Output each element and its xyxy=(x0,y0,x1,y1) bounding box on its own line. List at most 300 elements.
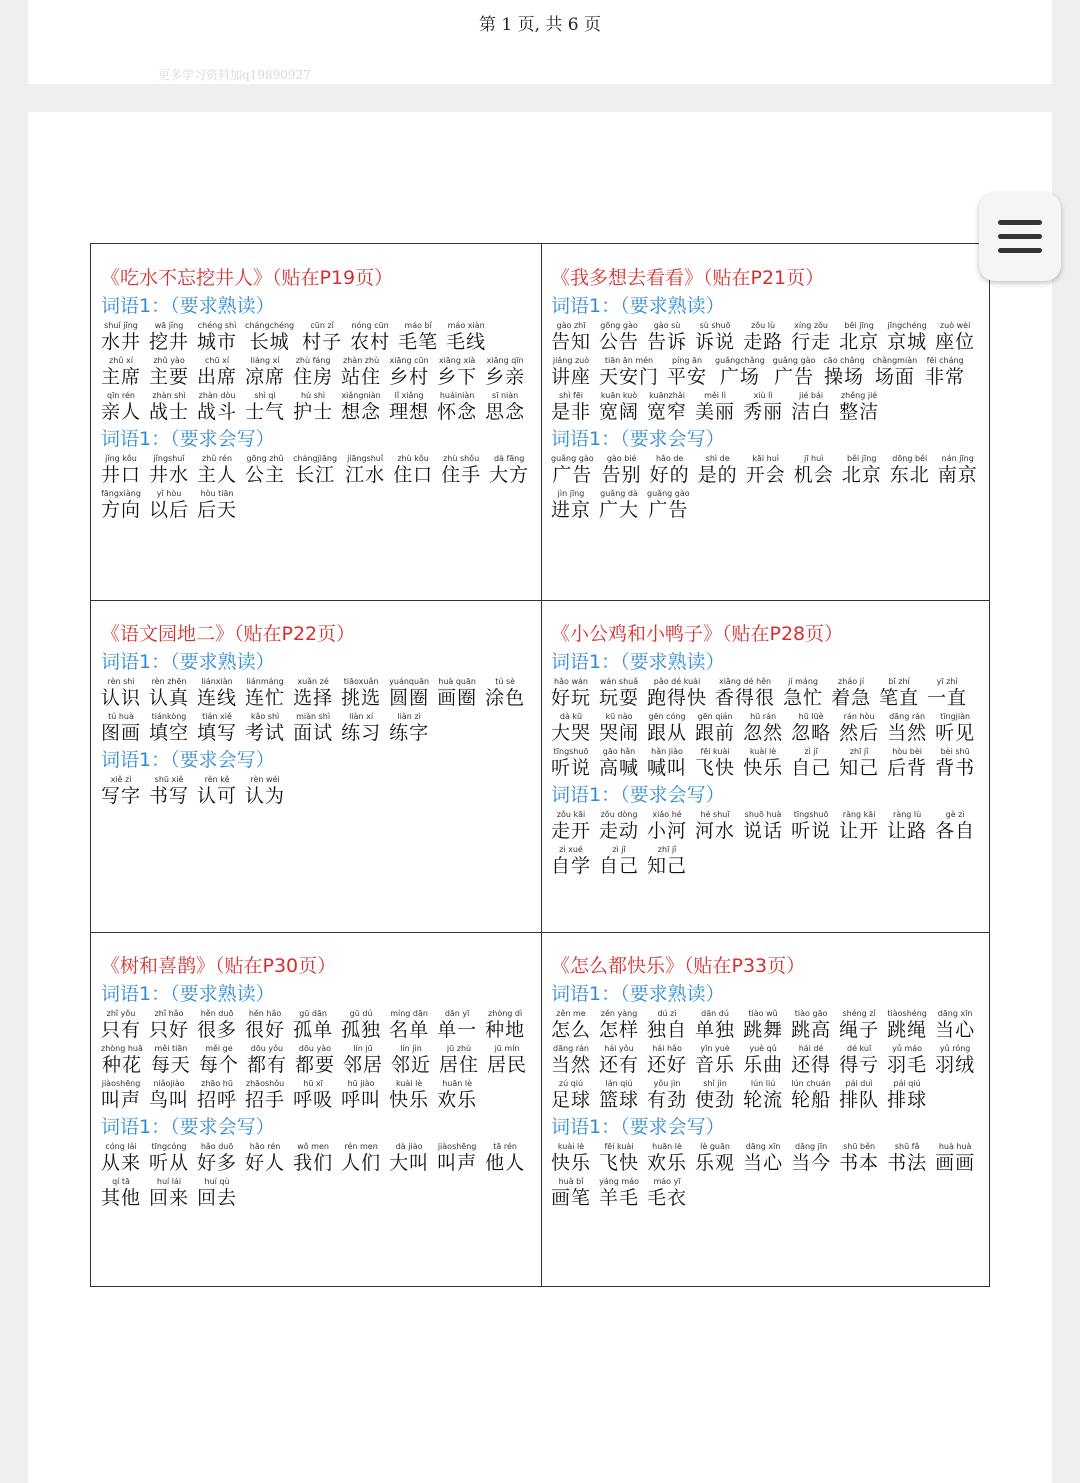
word-hanzi: 书本 xyxy=(839,1152,880,1174)
word-item xyxy=(887,809,927,844)
word-pinyin: xiāng xià xyxy=(438,356,476,365)
word-list xyxy=(101,774,540,809)
word-pinyin: gēn cóng xyxy=(648,712,686,721)
word-item xyxy=(743,1141,783,1176)
word-hanzi: 还好 xyxy=(647,1054,688,1076)
word-list xyxy=(101,453,540,523)
word-pinyin: xiāng cūn xyxy=(389,356,429,365)
word-hanzi: 以后 xyxy=(149,499,190,521)
word-pinyin: máo xiàn xyxy=(447,321,485,330)
menu-button[interactable] xyxy=(979,193,1061,281)
word-pinyin: zhàn dòu xyxy=(198,391,236,400)
word-hanzi: 乡亲 xyxy=(485,366,526,388)
word-item xyxy=(842,453,882,488)
word-item xyxy=(149,488,189,523)
word-hanzi: 自己 xyxy=(599,855,640,877)
word-pinyin: zì jǐ xyxy=(804,747,818,756)
word-hanzi: 知己 xyxy=(839,757,880,779)
word-item xyxy=(599,746,639,781)
word-pinyin: sī niàn xyxy=(492,391,519,400)
word-pinyin: máo yī xyxy=(653,1177,681,1186)
word-item xyxy=(551,390,591,425)
word-pinyin: xuǎn zé xyxy=(297,677,329,686)
word-item xyxy=(551,1043,591,1078)
word-hanzi: 怎样 xyxy=(599,1019,640,1041)
word-pinyin: hū xī xyxy=(303,1079,323,1088)
word-item xyxy=(197,676,237,711)
word-hanzi: 认可 xyxy=(197,785,238,807)
word-hanzi: 圆圈 xyxy=(389,687,430,709)
word-hanzi: 考试 xyxy=(245,722,286,744)
word-item xyxy=(197,1141,237,1176)
word-item xyxy=(293,390,333,425)
word-pinyin: rèn wéi xyxy=(250,775,280,784)
word-item xyxy=(101,453,141,488)
word-hanzi: 高喊 xyxy=(599,757,640,779)
word-pinyin: jīngchéng xyxy=(887,321,927,330)
word-hanzi: 听见 xyxy=(935,722,976,744)
word-item xyxy=(695,746,735,781)
word-pinyin: rèn shi xyxy=(107,677,135,686)
word-hanzi: 当心 xyxy=(743,1152,784,1174)
word-pinyin: shuō huà xyxy=(744,810,782,819)
word-item xyxy=(647,1078,687,1113)
word-pinyin: qīn rén xyxy=(106,391,136,400)
word-item xyxy=(341,390,381,425)
word-hanzi: 每天 xyxy=(150,1054,191,1076)
word-pinyin: jìn jīng xyxy=(557,489,585,498)
word-hanzi: 美丽 xyxy=(695,401,736,423)
word-pinyin: zì jǐ xyxy=(612,845,626,854)
word-hanzi: 篮球 xyxy=(599,1089,640,1111)
lesson-cell-1 xyxy=(91,244,540,523)
word-hanzi: 进京 xyxy=(551,499,592,521)
word-pinyin: dāng xīn xyxy=(937,1009,973,1018)
word-pinyin: zhǐ yǒu xyxy=(106,1009,136,1018)
word-hanzi: 羽绒 xyxy=(935,1054,976,1076)
word-hanzi: 当心 xyxy=(935,1019,976,1041)
word-item xyxy=(245,453,285,488)
word-hanzi: 水井 xyxy=(101,331,142,353)
word-item xyxy=(245,355,285,390)
word-hanzi: 跟从 xyxy=(647,722,688,744)
word-pinyin: pái duì xyxy=(845,1079,873,1088)
word-item xyxy=(602,453,642,488)
word-list xyxy=(551,1008,990,1113)
word-pinyin: zhàn shì xyxy=(152,391,186,400)
word-hanzi: 还有 xyxy=(599,1054,640,1076)
word-hanzi: 面试 xyxy=(293,722,334,744)
word-pinyin: jiàoshēng xyxy=(437,1142,477,1151)
word-item xyxy=(350,320,390,355)
word-pinyin: nán jīng xyxy=(941,454,974,463)
word-item xyxy=(647,746,687,781)
word-item xyxy=(647,676,707,711)
word-pinyin: chū xí xyxy=(205,356,230,365)
word-item xyxy=(149,1008,189,1043)
section-heading: 词语1：（要求熟读） xyxy=(101,983,275,1005)
word-hanzi: 村子 xyxy=(302,331,343,353)
lesson-title: 《树和喜鹊》（贴在P30页） xyxy=(101,955,337,977)
word-item xyxy=(197,390,237,425)
word-hanzi: 大哭 xyxy=(551,722,592,744)
word-item xyxy=(389,1008,429,1043)
word-hanzi: 天安门 xyxy=(599,366,660,388)
word-pinyin: hěn hǎo xyxy=(248,1009,282,1018)
word-hanzi: 广告 xyxy=(648,499,689,521)
word-pinyin: gōng gào xyxy=(600,321,638,330)
word-item xyxy=(389,711,429,746)
word-pinyin: ràng kāi xyxy=(842,810,876,819)
word-pinyin: rán hòu xyxy=(843,712,875,721)
word-hanzi: 战士 xyxy=(149,401,190,423)
word-item xyxy=(437,355,477,390)
word-pinyin: tiánkòng xyxy=(151,712,187,721)
word-item xyxy=(647,1043,687,1078)
word-pinyin: zhāo hū xyxy=(201,1079,233,1088)
word-item xyxy=(887,1043,927,1078)
word-item xyxy=(149,355,189,390)
word-hanzi: 诉说 xyxy=(695,331,736,353)
word-item xyxy=(647,488,690,523)
word-pinyin: zhǐ hǎo xyxy=(154,1009,184,1018)
word-pinyin: miàn shì xyxy=(296,712,331,721)
word-hanzi: 只有 xyxy=(101,1019,142,1041)
word-pinyin: gū dān xyxy=(299,1009,327,1018)
word-pinyin: kuài lè xyxy=(395,1079,423,1088)
word-pinyin: guǎng dà xyxy=(600,489,638,498)
word-item xyxy=(245,390,285,425)
word-pinyin: hěn duō xyxy=(200,1009,234,1018)
word-hanzi: 井口 xyxy=(101,464,142,486)
word-item xyxy=(487,1043,527,1078)
word-pinyin: zěn me xyxy=(556,1009,586,1018)
word-hanzi: 整洁 xyxy=(839,401,880,423)
word-hanzi: 图画 xyxy=(101,722,142,744)
word-hanzi: 毛衣 xyxy=(647,1187,688,1209)
word-pinyin: guǎng gào xyxy=(647,489,690,498)
word-pinyin: jiàoshēng xyxy=(101,1079,141,1088)
word-hanzi: 他人 xyxy=(485,1152,526,1174)
word-hanzi: 每个 xyxy=(198,1054,239,1076)
word-item xyxy=(743,390,783,425)
word-item xyxy=(695,1043,735,1078)
word-pinyin: xiě zì xyxy=(110,775,132,784)
word-hanzi: 我们 xyxy=(293,1152,334,1174)
word-item xyxy=(599,844,639,879)
word-item xyxy=(791,1008,831,1043)
word-item xyxy=(935,1008,975,1043)
word-hanzi: 后天 xyxy=(197,499,238,521)
word-hanzi: 跳舞 xyxy=(743,1019,784,1041)
word-hanzi: 羊毛 xyxy=(599,1187,640,1209)
word-hanzi: 认为 xyxy=(245,785,286,807)
word-pinyin: niǎojiào xyxy=(153,1079,185,1088)
word-pinyin: guǎngchǎng xyxy=(715,356,765,365)
word-item xyxy=(647,711,687,746)
word-pinyin: jū mín xyxy=(494,1044,520,1053)
word-pinyin: dān yī xyxy=(444,1009,470,1018)
word-hanzi: 一直 xyxy=(927,687,968,709)
word-pinyin: yīn yuè xyxy=(700,1044,730,1053)
word-pinyin: dāng rán xyxy=(889,712,926,721)
word-pinyin: xiāng dé hěn xyxy=(718,677,772,686)
word-item xyxy=(551,453,594,488)
word-item xyxy=(551,711,591,746)
word-pinyin: lǐ xiǎng xyxy=(394,391,424,400)
word-pinyin: gè zì xyxy=(945,810,965,819)
word-item xyxy=(389,1078,429,1113)
word-hanzi: 后背 xyxy=(887,757,928,779)
word-hanzi: 让开 xyxy=(839,820,880,842)
word-item xyxy=(437,1141,477,1176)
word-hanzi: 笔直 xyxy=(879,687,920,709)
word-hanzi: 毛笔 xyxy=(398,331,439,353)
word-item xyxy=(647,1141,687,1176)
word-pinyin: gāo hǎn xyxy=(602,747,636,756)
word-pinyin: běi jīng xyxy=(844,321,874,330)
word-item xyxy=(245,1141,285,1176)
word-item xyxy=(341,1008,381,1043)
word-item xyxy=(485,355,525,390)
word-hanzi: 玩耍 xyxy=(599,687,640,709)
word-pinyin: jū zhù xyxy=(446,1044,472,1053)
word-hanzi: 快乐 xyxy=(551,1152,592,1174)
word-pinyin: lún liú xyxy=(750,1079,776,1088)
word-hanzi: 农村 xyxy=(350,331,391,353)
word-item xyxy=(293,1008,333,1043)
section-heading: 词语1：（要求会写） xyxy=(101,749,275,771)
word-hanzi: 当然 xyxy=(887,722,928,744)
word-item xyxy=(149,1176,189,1211)
word-hanzi: 告诉 xyxy=(647,331,688,353)
word-pinyin: zú qiú xyxy=(558,1079,584,1088)
watermark-text: 更多学习资料加q19890927 xyxy=(158,68,311,82)
word-item xyxy=(647,320,687,355)
word-pinyin: běi jīng xyxy=(847,454,877,463)
word-hanzi: 选择 xyxy=(293,687,334,709)
word-item xyxy=(245,1008,285,1043)
word-item xyxy=(199,1043,239,1078)
word-pinyin: rèn kě xyxy=(204,775,230,784)
word-pinyin: yáng máo xyxy=(599,1177,639,1186)
word-pinyin: bǐ zhí xyxy=(888,677,910,686)
word-hanzi: 轮流 xyxy=(743,1089,784,1111)
word-hanzi: 自己 xyxy=(791,757,832,779)
word-hanzi: 护士 xyxy=(293,401,334,423)
word-hanzi: 有劲 xyxy=(647,1089,688,1111)
word-pinyin: shǐ jìn xyxy=(703,1079,727,1088)
word-pinyin: dāng xīn xyxy=(745,1142,781,1151)
word-pinyin: lè guān xyxy=(700,1142,730,1151)
word-item xyxy=(149,676,189,711)
word-item xyxy=(551,1008,591,1043)
word-item xyxy=(551,488,591,523)
word-hanzi: 孤独 xyxy=(341,1019,382,1041)
word-hanzi: 好多 xyxy=(197,1152,238,1174)
word-pinyin: liánmáng xyxy=(246,677,284,686)
word-pinyin: tiān ān mén xyxy=(604,356,654,365)
word-item xyxy=(446,320,486,355)
word-item xyxy=(149,390,189,425)
word-item xyxy=(791,746,831,781)
word-pinyin: gào sù xyxy=(653,321,681,330)
word-item xyxy=(489,453,529,488)
word-pinyin: tīngcóng xyxy=(151,1142,187,1151)
word-hanzi: 排队 xyxy=(839,1089,880,1111)
word-pinyin: dú zì xyxy=(657,1009,677,1018)
word-item xyxy=(647,844,687,879)
word-hanzi: 出席 xyxy=(197,366,238,388)
word-hanzi: 听说 xyxy=(551,757,592,779)
word-item xyxy=(695,320,735,355)
word-hanzi: 主人 xyxy=(197,464,238,486)
word-item xyxy=(743,320,783,355)
word-item xyxy=(935,1043,975,1078)
word-pinyin: hái yǒu xyxy=(604,1044,634,1053)
word-item xyxy=(437,1078,477,1113)
word-item xyxy=(101,711,141,746)
word-pinyin: wán shuǎ xyxy=(599,677,639,686)
word-item xyxy=(647,809,687,844)
word-pinyin: wā jǐng xyxy=(154,321,184,330)
word-list xyxy=(551,676,990,781)
word-pinyin: cāo chǎng xyxy=(823,356,865,365)
word-hanzi: 认真 xyxy=(149,687,190,709)
word-hanzi: 跳高 xyxy=(791,1019,832,1041)
word-item xyxy=(599,355,659,390)
word-item xyxy=(783,676,823,711)
word-hanzi: 招呼 xyxy=(197,1089,238,1111)
word-pinyin: zǒu lù xyxy=(751,321,776,330)
word-pinyin: hǎo duō xyxy=(200,1142,234,1151)
word-hanzi: 忽略 xyxy=(791,722,832,744)
word-pinyin: jié bái xyxy=(799,391,824,400)
word-list xyxy=(551,809,990,879)
word-item xyxy=(341,1141,381,1176)
word-hanzi: 让路 xyxy=(887,820,928,842)
word-item xyxy=(341,355,381,390)
word-pinyin: chǎngmiàn xyxy=(872,356,918,365)
word-pinyin: shì qì xyxy=(254,391,276,400)
word-hanzi: 平安 xyxy=(667,366,708,388)
word-item xyxy=(441,453,481,488)
word-hanzi: 都要 xyxy=(294,1054,335,1076)
word-hanzi: 乐曲 xyxy=(743,1054,784,1076)
word-hanzi: 忽然 xyxy=(743,722,784,744)
word-pinyin: huáiniàn xyxy=(439,391,475,400)
word-hanzi: 跟前 xyxy=(695,722,736,744)
word-item xyxy=(743,1043,783,1078)
word-item xyxy=(437,1008,477,1043)
word-hanzi: 跳绳 xyxy=(887,1019,928,1041)
word-hanzi: 写字 xyxy=(101,785,142,807)
word-item xyxy=(293,1141,333,1176)
word-pinyin: yǔ róng xyxy=(939,1044,971,1053)
word-pinyin: huí qù xyxy=(204,1177,230,1186)
word-pinyin: dōu yǒu xyxy=(250,1044,284,1053)
word-item xyxy=(599,1078,639,1113)
word-pinyin: měi lì xyxy=(704,391,727,400)
word-pinyin: zhī jǐ xyxy=(849,747,869,756)
word-hanzi: 北京 xyxy=(839,331,880,353)
section-heading: 词语1：（要求熟读） xyxy=(551,651,725,673)
word-item xyxy=(887,746,927,781)
word-hanzi: 回去 xyxy=(197,1187,238,1209)
word-item xyxy=(935,746,975,781)
word-pinyin: kāi huì xyxy=(752,454,780,463)
word-hanzi: 方向 xyxy=(101,499,142,521)
lesson-title: 《语文园地二》（贴在P22页） xyxy=(101,623,356,645)
word-hanzi: 广告 xyxy=(774,366,815,388)
word-pinyin: huà quān xyxy=(438,677,476,686)
word-hanzi: 秀丽 xyxy=(743,401,784,423)
word-hanzi: 喊叫 xyxy=(647,757,688,779)
word-item xyxy=(715,355,765,390)
word-hanzi: 还得 xyxy=(791,1054,832,1076)
word-hanzi: 快乐 xyxy=(389,1089,430,1111)
word-hanzi: 毛线 xyxy=(446,331,487,353)
word-hanzi: 住手 xyxy=(441,464,482,486)
word-item xyxy=(101,774,141,809)
word-item xyxy=(389,355,429,390)
word-pinyin: zhěng jié xyxy=(840,391,878,400)
word-hanzi: 站住 xyxy=(341,366,382,388)
lesson-title: 《怎么都快乐》（贴在P33页） xyxy=(551,955,806,977)
word-item xyxy=(695,1008,735,1043)
word-item xyxy=(599,390,639,425)
word-item xyxy=(791,320,831,355)
word-item xyxy=(293,1078,333,1113)
word-item xyxy=(935,1141,975,1176)
word-pinyin: hé shuǐ xyxy=(700,810,730,819)
word-hanzi: 主要 xyxy=(149,366,190,388)
word-item xyxy=(101,1176,141,1211)
word-hanzi: 士气 xyxy=(245,401,286,423)
word-hanzi: 当然 xyxy=(551,1054,592,1076)
word-pinyin: jiǎng zuò xyxy=(552,356,590,365)
word-pinyin: shì fēi xyxy=(559,391,583,400)
word-pinyin: shéng zǐ xyxy=(842,1009,876,1018)
word-item xyxy=(197,453,237,488)
word-pinyin: liáng xí xyxy=(250,356,280,365)
word-pinyin: hǎn jiào xyxy=(651,747,683,756)
word-hanzi: 各自 xyxy=(935,820,976,842)
word-hanzi: 很好 xyxy=(245,1019,286,1041)
word-item xyxy=(647,1176,687,1211)
word-hanzi: 开会 xyxy=(745,464,786,486)
word-item xyxy=(715,676,775,711)
word-pinyin: nóng cūn xyxy=(351,321,389,330)
section-heading: 词语1：（要求熟读） xyxy=(101,651,275,673)
word-pinyin: rèn zhēn xyxy=(151,677,187,686)
word-item xyxy=(391,1043,431,1078)
word-item xyxy=(599,809,639,844)
word-hanzi: 座位 xyxy=(935,331,976,353)
word-item xyxy=(485,390,525,425)
word-item xyxy=(293,711,333,746)
word-hanzi: 河水 xyxy=(695,820,736,842)
word-hanzi: 走动 xyxy=(599,820,640,842)
word-hanzi: 哭闹 xyxy=(599,722,640,744)
word-hanzi: 欢乐 xyxy=(437,1089,478,1111)
word-hanzi: 大叫 xyxy=(389,1152,430,1174)
word-item xyxy=(341,711,381,746)
word-hanzi: 乐观 xyxy=(695,1152,736,1174)
word-item xyxy=(389,1141,429,1176)
word-hanzi: 告别 xyxy=(601,464,642,486)
word-hanzi: 挖井 xyxy=(149,331,190,353)
